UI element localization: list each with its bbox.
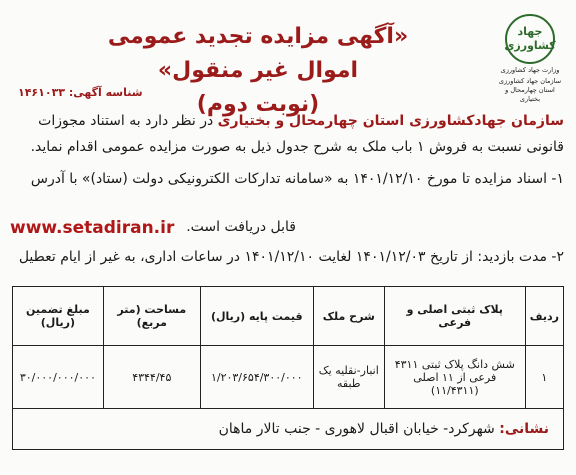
ad-title bbox=[90, 20, 426, 122]
cell-area: ۴۳۴۴/۴۵ bbox=[103, 346, 200, 409]
intro-org: سازمان جهادکشاورزی استان چهارمحال و بختیاری bbox=[217, 113, 564, 129]
table-row bbox=[13, 346, 564, 409]
address-label: نشانی: bbox=[499, 421, 549, 437]
address-row bbox=[13, 409, 564, 450]
col-plaque: پلاک ثبتی اصلی و فرعی bbox=[384, 287, 525, 346]
logo-org: سازمان جهاد کشاورزی استان چهارمحال و بختیاری bbox=[498, 77, 562, 103]
item-2: ۲- مدت بازدید: از تاریخ ۱۴۰۱/۱۲/۰۳ لغایت ۱۴۰۱/۱۲/۱۰ در ساعات اداری، به غیر از ایام تعطیل bbox=[18, 249, 564, 265]
logo-emblem bbox=[505, 14, 555, 64]
address-text: شهرکرد- خیابان اقبال لاهوری - جنب تالار ماهان bbox=[218, 421, 495, 437]
cell-plaque: شش دانگ پلاک ثبتی ۴۳۱۱ فرعی از ۱۱ اصلی (۱۱/۴۳۱۱) bbox=[384, 346, 525, 409]
cell-row: ۱ bbox=[525, 346, 563, 409]
col-base-price: قیمت پایه (ریال) bbox=[200, 287, 313, 346]
cell-description: انبار-نقلیه یک طبقه bbox=[313, 346, 384, 409]
col-area: مساحت (متر مربع) bbox=[103, 287, 200, 346]
table-header-row bbox=[13, 287, 564, 346]
logo-name: جهاد کشاورزی bbox=[504, 25, 556, 52]
item-1: ۱- اسناد مزایده تا مورخ ۱۴۰۱/۱۲/۱۰ به «سامانه تدارکات الکترونیکی دولت (ستاد)» با آدرس bbox=[30, 171, 564, 187]
logo-ministry: وزارت جهاد کشاورزی bbox=[500, 66, 560, 74]
title-line-2: (نوبت دوم) bbox=[196, 92, 320, 117]
col-description: شرح ملک bbox=[313, 287, 384, 346]
ministry-logo bbox=[498, 14, 562, 104]
intro-paragraph bbox=[12, 108, 564, 160]
col-guarantee: مبلغ تضمین (ریال) bbox=[13, 287, 104, 346]
address-cell bbox=[13, 409, 564, 450]
col-row: ردیف bbox=[525, 287, 563, 346]
ad-number: شناسه آگهی: ۱۴۶۱۰۳۳ bbox=[18, 86, 143, 99]
intro-text: در نظر دارد به استناد مجوزات قانونی نسبت به فروش ۱ باب ملک به شرح جدول ذیل به صورت مزایده عمومی اقدام نماید. bbox=[30, 113, 564, 155]
item-1-end: قابل دریافت است. bbox=[186, 219, 296, 235]
auction-table bbox=[12, 286, 564, 450]
title-line-1: «آگهی مزایده تجدید عمومی اموال غیر منقول» bbox=[107, 24, 409, 83]
cell-base-price: ۱/۲۰۳/۶۵۴/۳۰۰/۰۰۰ bbox=[200, 346, 313, 409]
website-link[interactable]: www.setadiran.ir bbox=[10, 218, 175, 238]
cell-guarantee: ۳۰/۰۰۰/۰۰۰/۰۰۰ bbox=[13, 346, 104, 409]
